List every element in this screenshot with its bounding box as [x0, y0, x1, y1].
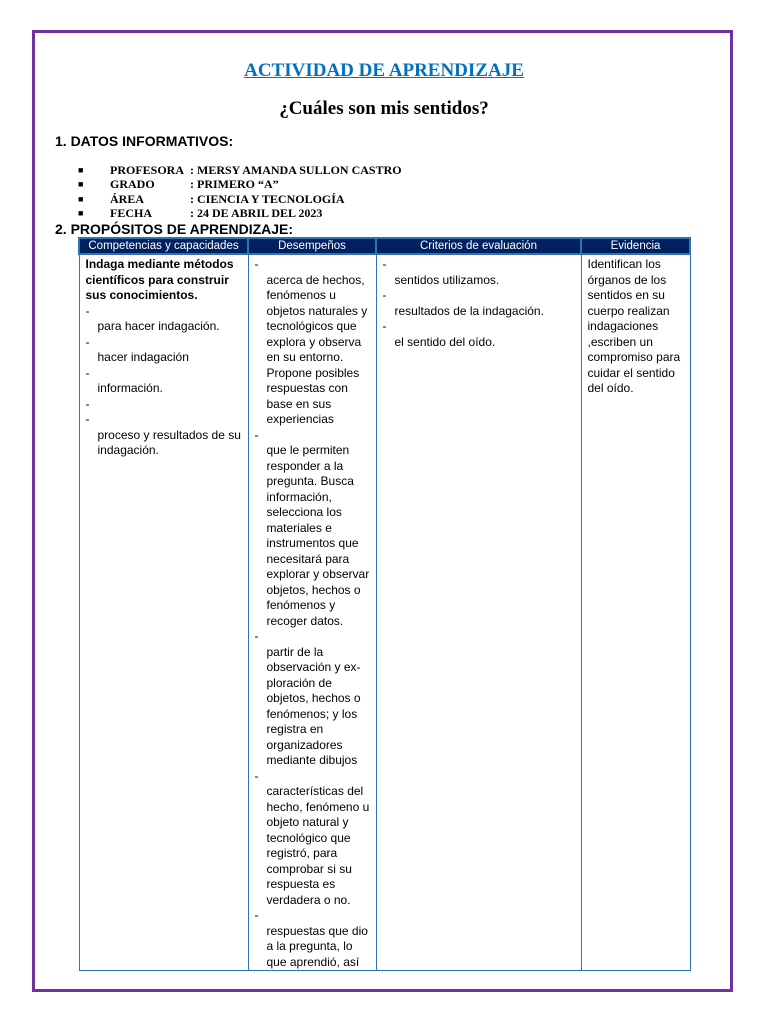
list-item: - información.: [85, 365, 163, 395]
list-item: - que le permiten responder a la pregunta. Busca información, selecciona los materiales e instrumentos que necesitará para explorar y observar objetos, hechos o fenómenos y recoger datos.: [254, 427, 370, 628]
section-heading-propositos: 2. PROPÓSITOS DE APRENDIZAJE:: [55, 221, 294, 237]
square-bullet-icon: ■: [78, 179, 84, 190]
list-item: - características del hecho, fenómeno u objeto natural y tecnológico que registró, para comprobar si su respuesta es verdadera o no.: [254, 768, 370, 907]
document-subtitle: ¿Cuáles son mis sentidos?: [279, 98, 489, 119]
header-criterios: Criterios de evaluación: [376, 238, 581, 254]
header-desempenos: Desempeños: [248, 238, 376, 254]
info-item: [78, 192, 402, 206]
list-item: -: [85, 396, 90, 411]
section-heading-datos: 1. DATOS INFORMATIVOS:: [55, 133, 234, 149]
square-bullet-icon: ■: [78, 165, 84, 175]
info-value: : MERSY AMANDA SULLON CASTRO: [190, 163, 402, 177]
header-competencias: Competencias y capacidades: [79, 238, 248, 254]
info-item: [78, 206, 402, 220]
square-bullet-icon: ■: [78, 207, 84, 218]
info-item: [78, 163, 402, 177]
table-row: [79, 254, 690, 971]
info-item: [78, 177, 402, 191]
cell-criterios: [376, 254, 581, 971]
list-item: - proceso y resultados de su indagación.: [85, 412, 241, 457]
list-item: - hacer indagación: [85, 334, 189, 364]
info-key: ÁREA: [110, 191, 145, 206]
square-bullet-icon: ■: [78, 193, 84, 204]
list-item: - respuestas que dio a la pregunta, lo que aprendió, así: [254, 908, 368, 969]
header-evidencia: Evidencia: [581, 238, 690, 254]
list-item: - resultados de la indagación.: [382, 288, 544, 318]
list-item: - partir de la observación y ex-ploración de objetos, hechos o fenómenos; y los registra en organizadores mediante dibujos: [254, 629, 361, 767]
list-item: - sentidos utilizamos.: [382, 257, 500, 287]
competencia-title: Indaga mediante métodos científicos para construir sus conocimientos.: [85, 257, 234, 302]
info-key: PROFESORA: [110, 163, 185, 177]
info-list: [78, 163, 402, 220]
table-header-row: [79, 238, 690, 254]
info-value: : PRIMERO “A”: [190, 177, 279, 192]
list-item: - el sentido del oído.: [382, 319, 496, 349]
info-key: FECHA: [110, 205, 152, 220]
cell-desempenos: [248, 254, 376, 971]
info-value: : CIENCIA Y TECNOLOGÍA: [190, 191, 345, 206]
purpose-table: [78, 237, 691, 971]
list-item: - acerca de hechos, fenómenos u objetos naturales y tecnológicos que explora y observa en su entorno. Propone posibles respuestas con base en sus experiencias: [254, 257, 368, 426]
cell-evidencia: Identifican los órganos de los sentidos en su cuerpo realizan indagaciones ,escriben un compromiso para cuidar el sentido del oído.: [581, 254, 690, 971]
list-item: - para hacer indagación.: [85, 303, 220, 333]
info-key: GRADO: [110, 177, 155, 192]
document-title: ACTIVIDAD DE APRENDIZAJE: [244, 60, 524, 81]
info-value: : 24 DE ABRIL DEL 2023: [190, 205, 323, 220]
cell-competencias: [79, 254, 248, 971]
